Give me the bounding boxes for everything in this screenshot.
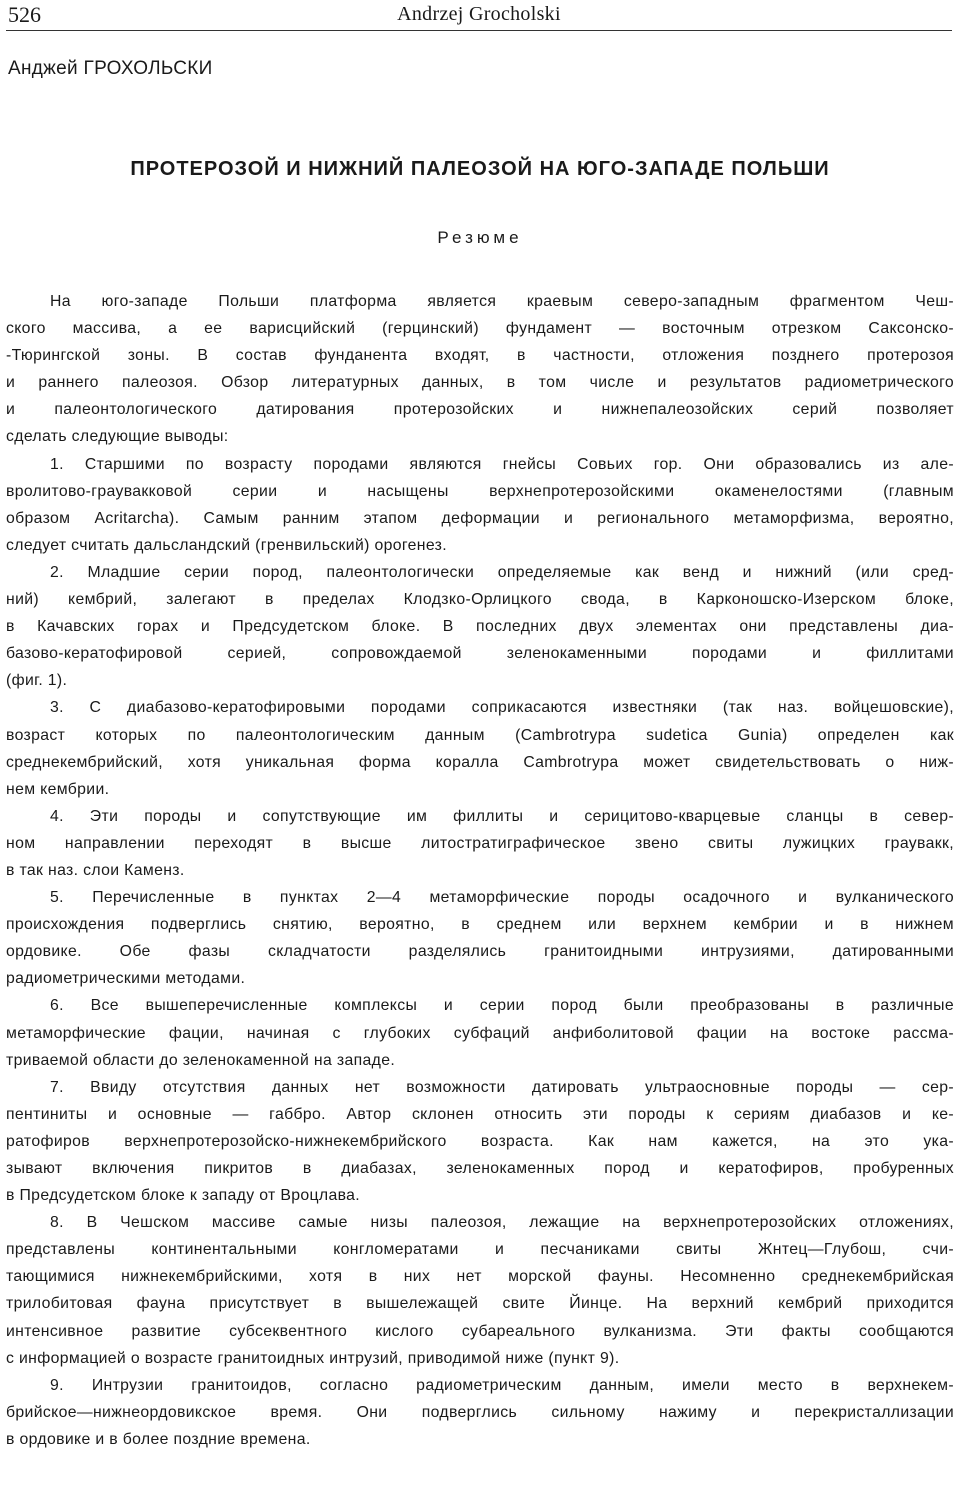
text-line: в Предсудетском блоке к западу от Вроцлава. xyxy=(6,1187,361,1205)
text-line: ского массива, а ее варисцийский (герцинский) фундамент — восточным отрезком Саксонско- xyxy=(6,320,954,338)
text-line: с информацией о возрасте гранитоидных интрузий, приводимой ниже (пункт 9). xyxy=(6,1349,620,1367)
text-line: 5. Перечисленные в пунктах 2—4 метаморфические породы осадочного и вулканического xyxy=(50,889,954,907)
text-line: 6. Все вышеперечисленные комплексы и серии пород были преобразованы в различные xyxy=(50,997,954,1015)
running-head: Andrzej Grocholski xyxy=(397,3,561,25)
text-line: сделать следующие выводы: xyxy=(6,428,229,446)
text-line: На юго-западе Польши платформа является краевым северо-западным фрагментом Чеш- xyxy=(50,293,954,310)
text-line: ний) кембрий, залегают в пределах Клодзко-Орлицкого свода, в Карконошско-Изерском блоке, xyxy=(6,591,954,609)
text-line: представлены континентальными конгломератами и песчаниками свиты Жнтец—Глубош, счи- xyxy=(6,1241,954,1259)
text-line: метаморфические фации, начиная с глубоких субфаций анфиболитовой фации на востоке рассма- xyxy=(6,1024,954,1042)
text-line: -Тюрингской зоны. В состав фунданента входят, в частности, отложения позднего протерозоя xyxy=(6,347,954,365)
text-line: 2. Младшие серии пород, палеонтологически определяемые как венд и нижний (или сред- xyxy=(50,563,954,581)
article-title: ПРОТЕРОЗОЙ И НИЖНИЙ ПАЛЕОЗОЙ НА ЮГО-ЗАПАДЕ ПОЛЬШИ xyxy=(130,158,830,180)
text-line: пентиниты и основные — габбро. Автор склонен относить эти породы к сериям диабазов и ке- xyxy=(6,1105,954,1123)
author-name: Анджей ГРОХОЛЬСКИ xyxy=(8,58,213,79)
text-line: в ордовике и в более поздние времена. xyxy=(6,1430,311,1448)
page-header xyxy=(6,0,952,31)
text-line: ном направлении переходят в высше литостратиграфическое звено свиты лужицких граувакк, xyxy=(6,834,954,852)
text-line: трилобитовая фауна присутствует в вышележащей свите Йинце. На верхний кембрий приходится xyxy=(6,1295,954,1313)
text-line: радиометрическими методами. xyxy=(6,970,246,988)
text-line: среднекембрийский, хотя уникальная форма коралла Cambrotrypa может свидетельствовать о ниж- xyxy=(6,753,954,771)
text-line: ратофиров верхнепротерозойско-нижнекембрийского возраста. Как нам кажется, на это ука- xyxy=(6,1132,954,1150)
text-line: возраст которых по палеонтологическим данным (Cambrotrypa sudetica Gunia) определен как xyxy=(6,726,954,744)
text-line: ордовике. Обе фазы складчатости разделялись гранитоидными интрузиями, датированными xyxy=(6,943,954,961)
text-line: происхождения подверглись снятию, вероятно, в среднем или верхнем кембрии и в нижнем xyxy=(6,916,954,934)
text-line: зывают включения пикритов в диабазах, зеленокаменных пород и кератофиров, пробуренных xyxy=(6,1160,954,1177)
text-line: образом Acritarcha). Самым ранним этапом деформации и регионального метаморфизма, вероятно, xyxy=(6,509,954,527)
text-line: (фиг. 1). xyxy=(6,672,68,690)
text-line: в Качавских горах и Предсудетском блоке. В последних двух элементах они представлены диа- xyxy=(6,618,954,636)
section-heading: Резюме xyxy=(437,228,523,247)
text-line: вролитово-граувакковой серии и насыщены верхнепротерозойскими окаменелостями (главным xyxy=(6,482,954,500)
text-line: 9. Интрузии гранитоидов, согласно радиометрическим данным, имели место в верхнекем- xyxy=(50,1376,954,1394)
text-line: интенсивное развитие субсеквентного кислого субареального вулканизма. Эти факты сообщаются xyxy=(6,1322,954,1340)
text-line: триваемой области до зеленокаменной на западе. xyxy=(6,1051,396,1069)
article-body xyxy=(6,288,954,1453)
text-line: и раннего палеозоя. Обзор литературных данных, в том числе и результатов радиометрического xyxy=(6,374,954,392)
text-line: 4. Эти породы и сопутствующие им филлиты и серицитово-кварцевые сланцы в север- xyxy=(50,807,954,825)
text-line: и палеонтологического датирования протерозойских и нижнепалеозойских серий позволяет xyxy=(6,401,954,419)
page-number: 526 xyxy=(8,2,41,27)
text-line: 7. Ввиду отсутствия данных нет возможности датировать ультраосновные породы — сер- xyxy=(50,1078,954,1096)
text-line: 3. С диабазово-кератофировыми породами соприкасаются известняки (так наз. войцешовские), xyxy=(50,699,954,717)
text-line: следует считать дальсландский (гренвильский) орогенез. xyxy=(6,536,447,554)
text-line: в так наз. слои Каменз. xyxy=(6,861,185,879)
text-line: тающимися нижнекембрийскими, хотя в них нет морской фауны. Несомненно среднекембрийская xyxy=(6,1268,954,1286)
text-line: базово-кератофировой серией, сопровождаемой зеленокаменными породами и филлитами xyxy=(6,645,954,663)
text-line: 1. Старшими по возрасту породами являются гнейсы Совьих гор. Они образовались из але- xyxy=(50,455,954,473)
text-line: 8. В Чешском массиве самые низы палеозоя, лежащие на верхнепротерозойских отложениях, xyxy=(50,1214,954,1232)
text-line: нем кембрии. xyxy=(6,780,110,798)
text-line: брийское—нижнеордовикское время. Они подверглись сильному нажиму и перекристаллизации xyxy=(6,1403,954,1421)
